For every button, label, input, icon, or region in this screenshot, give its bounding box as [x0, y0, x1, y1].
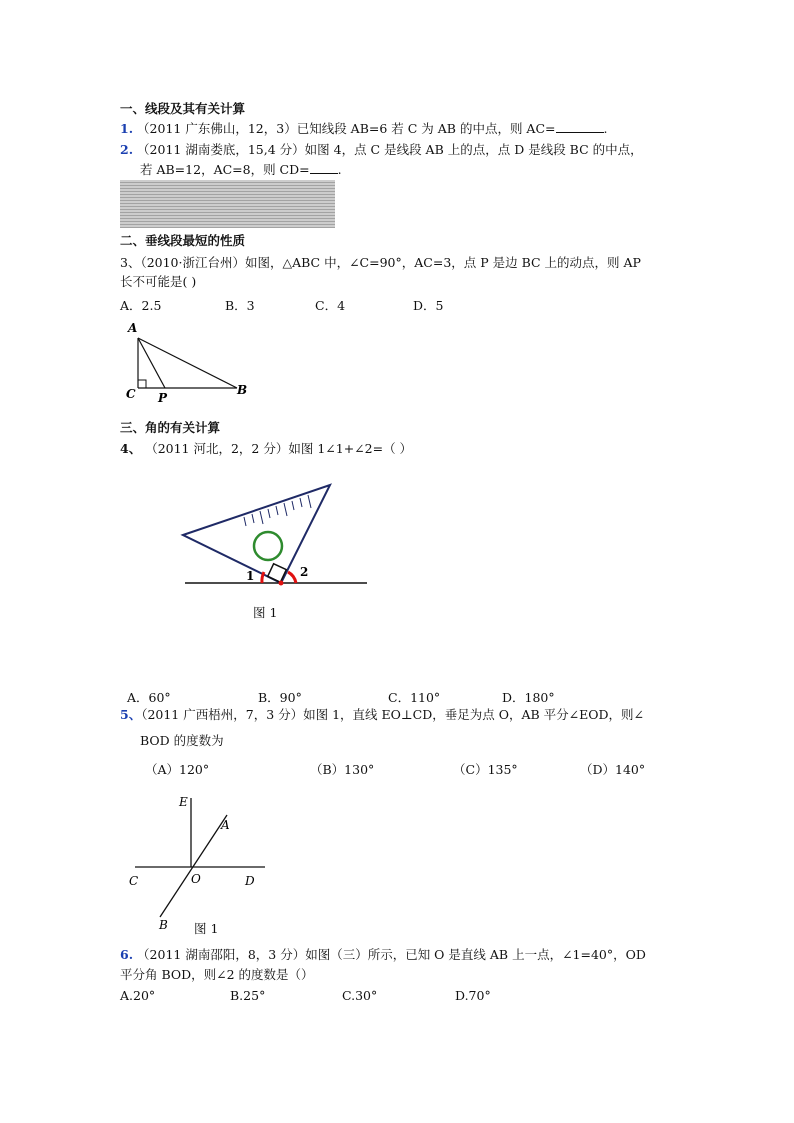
- label-e: E: [179, 795, 188, 809]
- angle-2-arc: [288, 572, 296, 583]
- section-heading-3: 三、角的有关计算: [120, 420, 221, 435]
- question-6-line2: 平分角 BOD，则∠2 的度数是（）: [120, 967, 314, 982]
- q3-option-c: C．4: [315, 298, 346, 313]
- label-o: O: [191, 872, 201, 886]
- figure-caption: 图 1: [194, 921, 219, 936]
- q4-option-c: C．110°: [388, 690, 441, 705]
- label-p: P: [158, 391, 168, 405]
- right-triangle-figure: [120, 320, 260, 410]
- q6-option-c: C.30°: [342, 988, 378, 1003]
- label-c: C: [129, 874, 139, 888]
- q5-option-b: （B）130°: [310, 762, 375, 777]
- question-number: 2.: [120, 142, 134, 157]
- question-3-line1: 3、（2010·浙江台州）如图，△ABC 中，∠C=90°，AC=3，点 P 是边 BC 上的动点，则 AP: [120, 255, 641, 270]
- question-text-end: .: [337, 162, 342, 177]
- question-6-line1: [120, 946, 646, 964]
- q6-option-d: D.70°: [455, 988, 491, 1003]
- set-square-figure: [180, 480, 380, 590]
- circle-cutout: [254, 532, 282, 560]
- answer-blank: [556, 120, 604, 133]
- q5-option-a: （A）120°: [145, 762, 210, 777]
- q5-option-c: （C）135°: [453, 762, 518, 777]
- question-3-line2: 长不可能是( ): [120, 274, 197, 289]
- label-a: A: [221, 818, 230, 832]
- q3-option-a: A．2.5: [120, 298, 162, 313]
- figure-caption: 图 1: [253, 605, 278, 620]
- label-b: B: [159, 918, 168, 932]
- angle-label-2: 2: [300, 565, 309, 579]
- q6-option-b: B.25°: [230, 988, 266, 1003]
- angle-1-arc: [262, 572, 264, 583]
- section-heading-1: 一、线段及其有关计算: [120, 101, 246, 116]
- question-text: （2011 湖南邵阳，8，3 分）如图（三）所示，已知 O 是直线 AB 上一点，∠1=40°，OD: [137, 947, 646, 962]
- label-b: B: [237, 383, 248, 397]
- vertex-point: [279, 581, 284, 586]
- label-a: A: [128, 321, 138, 335]
- question-2: [120, 141, 643, 159]
- question-5-line2: BOD 的度数为: [140, 733, 224, 748]
- question-number: 6.: [120, 947, 134, 962]
- q5-option-d: （D）140°: [580, 762, 646, 777]
- intersecting-lines-figure: [125, 790, 275, 940]
- question-4: [120, 440, 412, 458]
- section-heading-2: 二、垂线段最短的性质: [120, 233, 246, 248]
- q4-option-b: B．90°: [258, 690, 302, 705]
- question-text: 若 AB=12，AC=8，则 CD=: [140, 162, 310, 177]
- side-ab: [138, 338, 237, 388]
- question-text: （2011 广东佛山，12，3）已知线段 AB=6 若 C 为 AB 的中点，则 AC=: [137, 121, 556, 136]
- scanned-figure-image: [120, 180, 335, 228]
- q3-option-b: B．3: [225, 298, 255, 313]
- q4-option-a: A．60°: [127, 690, 171, 705]
- label-c: C: [126, 387, 136, 401]
- q4-option-d: D．180°: [502, 690, 555, 705]
- question-5-line1: [120, 706, 644, 724]
- question-text-end: .: [603, 121, 608, 136]
- right-angle-mark: [138, 380, 146, 388]
- q3-option-d: D．5: [413, 298, 444, 313]
- line-ab: [160, 815, 227, 917]
- question-text: （2011 湖南娄底，15,4 分）如图 4，点 C 是线段 AB 上的点，点 D 是线段 BC 的中点，: [137, 142, 643, 157]
- angle-label-1: 1: [246, 569, 255, 583]
- question-number: 1.: [120, 121, 134, 136]
- question-1: [120, 120, 607, 138]
- question-number: 4、: [120, 441, 142, 456]
- question-2-line2: [140, 161, 342, 179]
- label-d: D: [245, 874, 255, 888]
- question-text: （2011 广西梧州，7，3 分）如图 1，直线 EO⊥CD，垂足为点 O，AB 平分∠EOD，则∠: [141, 707, 644, 722]
- question-number: 5、: [120, 707, 142, 722]
- question-text: （2011 河北，2，2 分）如图 1∠1+∠2=（ ）: [145, 441, 413, 456]
- answer-blank: [310, 161, 338, 174]
- q6-option-a: A.20°: [120, 988, 156, 1003]
